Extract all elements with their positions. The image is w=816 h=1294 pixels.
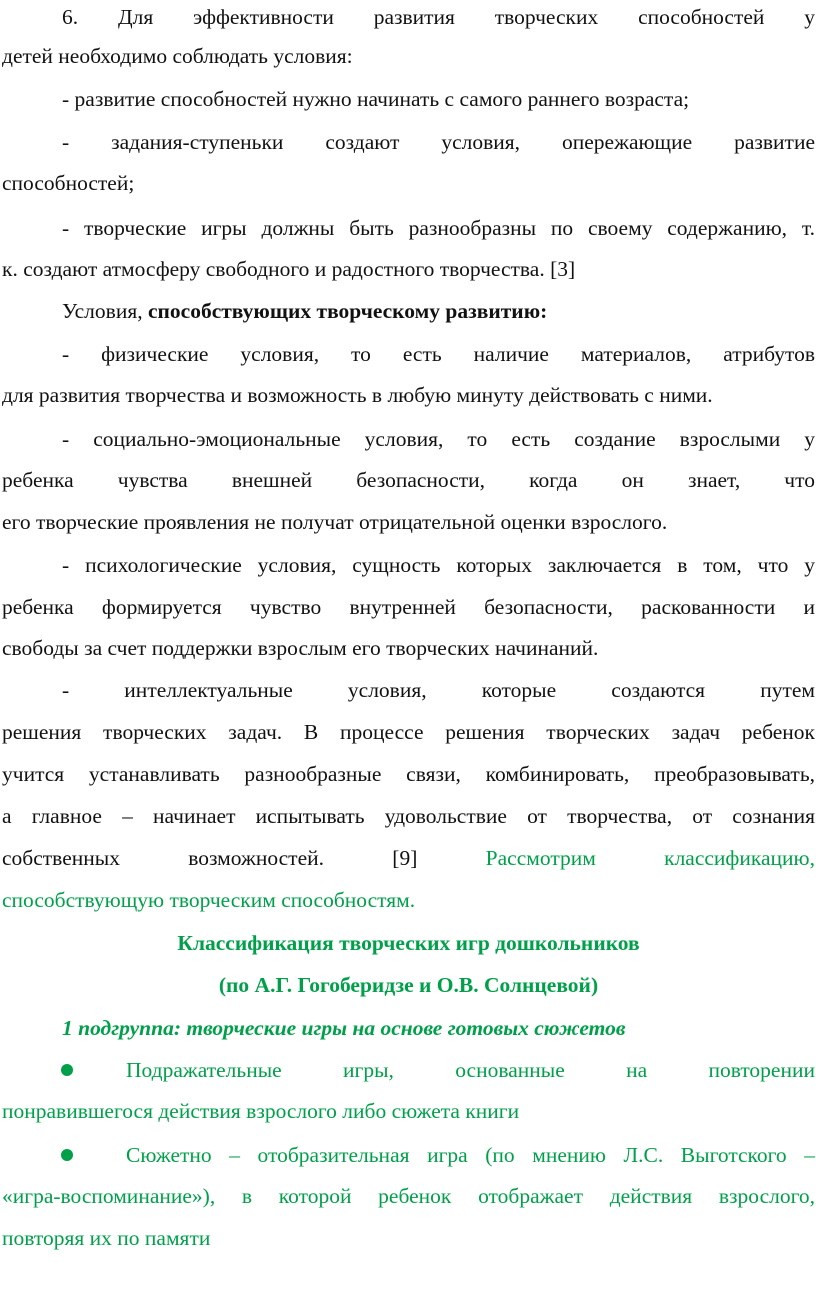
bullet-games-line-1: - творческие игры должны быть разнообразны по своему содержанию, т. — [62, 216, 815, 240]
bullet-icon — [61, 1149, 73, 1161]
condition-physical-line-2: для развития творчества и возможность в любую минуту действовать с ними. — [2, 383, 713, 407]
list-item-1-line-1: Подражательные игры, основанные на повторении — [126, 1058, 815, 1082]
classification-authors: (по А.Г. Гогоберидзе и О.В. Солнцевой) — [218, 973, 599, 997]
condition-intel-line-5-black: собственных возможностей. [9] — [2, 846, 486, 870]
condition-intel-line-2: решения творческих задач. В процессе решения творческих задач ребенок — [2, 720, 815, 744]
classification-title: Классификация творческих игр дошкольников — [177, 931, 640, 955]
condition-intel-line-1: - интеллектуальные условия, которые создаются путем — [62, 678, 815, 702]
bullet-steps-line-2: способностей; — [2, 171, 135, 195]
condition-intel-line-5 — [2, 843, 815, 873]
conditions-heading-normal: Условия, — [62, 299, 148, 323]
bullet-icon — [61, 1064, 73, 1076]
condition-intel-line-3: учится устанавливать разнообразные связи, комбинировать, преобразовывать, — [2, 762, 815, 786]
bullet-start-early: - развитие способностей нужно начинать с самого раннего возраста; — [62, 87, 690, 111]
condition-psych-line-3: свободы за счет поддержки взрослым его творческих начинаний. — [2, 636, 599, 660]
paragraph-6-line-1: 6. Для эффективности развития творческих способностей у — [62, 5, 815, 29]
conditions-heading-bold: способствующих творческому развитию: — [147, 299, 548, 323]
list-item-1-line-2: понравившегося действия взрослого либо сюжета книги — [2, 1099, 520, 1123]
condition-intel-line-4: а главное – начинает испытывать удовольствие от творчества, от сознания — [2, 804, 815, 828]
condition-social-line-3: его творческие проявления не получат отрицательной оценки взрослого. — [2, 510, 668, 534]
bullet-steps-line-1: - задания-ступеньки создают условия, опережающие развитие — [62, 130, 815, 154]
condition-social-line-2: ребенка чувства внешней безопасности, когда он знает, что — [2, 468, 815, 492]
list-item-2-line-2: «игра-воспоминание»), в которой ребенок отображает действия взрослого, — [2, 1184, 815, 1208]
list-item-2-line-1: Сюжетно – отобразительная игра (по мнению Л.С. Выготского – — [126, 1143, 815, 1167]
subgroup-heading: 1 подгруппа: творческие игры на основе готовых сюжетов — [62, 1016, 626, 1040]
list-item-2-line-3: повторяя их по памяти — [2, 1226, 211, 1250]
paragraph-6-line-2: детей необходимо соблюдать условия: — [2, 44, 353, 68]
conditions-heading — [62, 296, 547, 326]
condition-psych-line-2: ребенка формируется чувство внутренней безопасности, раскованности и — [2, 595, 815, 619]
condition-physical-line-1: - физические условия, то есть наличие материалов, атрибутов — [62, 342, 815, 366]
bullet-games-line-2: к. создают атмосферу свободного и радостного творчества. [3] — [2, 257, 576, 281]
condition-social-line-1: - социально-эмоциональные условия, то есть создание взрослыми у — [62, 427, 815, 451]
condition-intel-line-5-green: Рассмотрим классификацию, — [485, 846, 815, 870]
condition-psych-line-1: - психологические условия, сущность которых заключается в том, что у — [62, 553, 815, 577]
condition-intel-line-6: способствующую творческим способностям. — [2, 888, 416, 912]
